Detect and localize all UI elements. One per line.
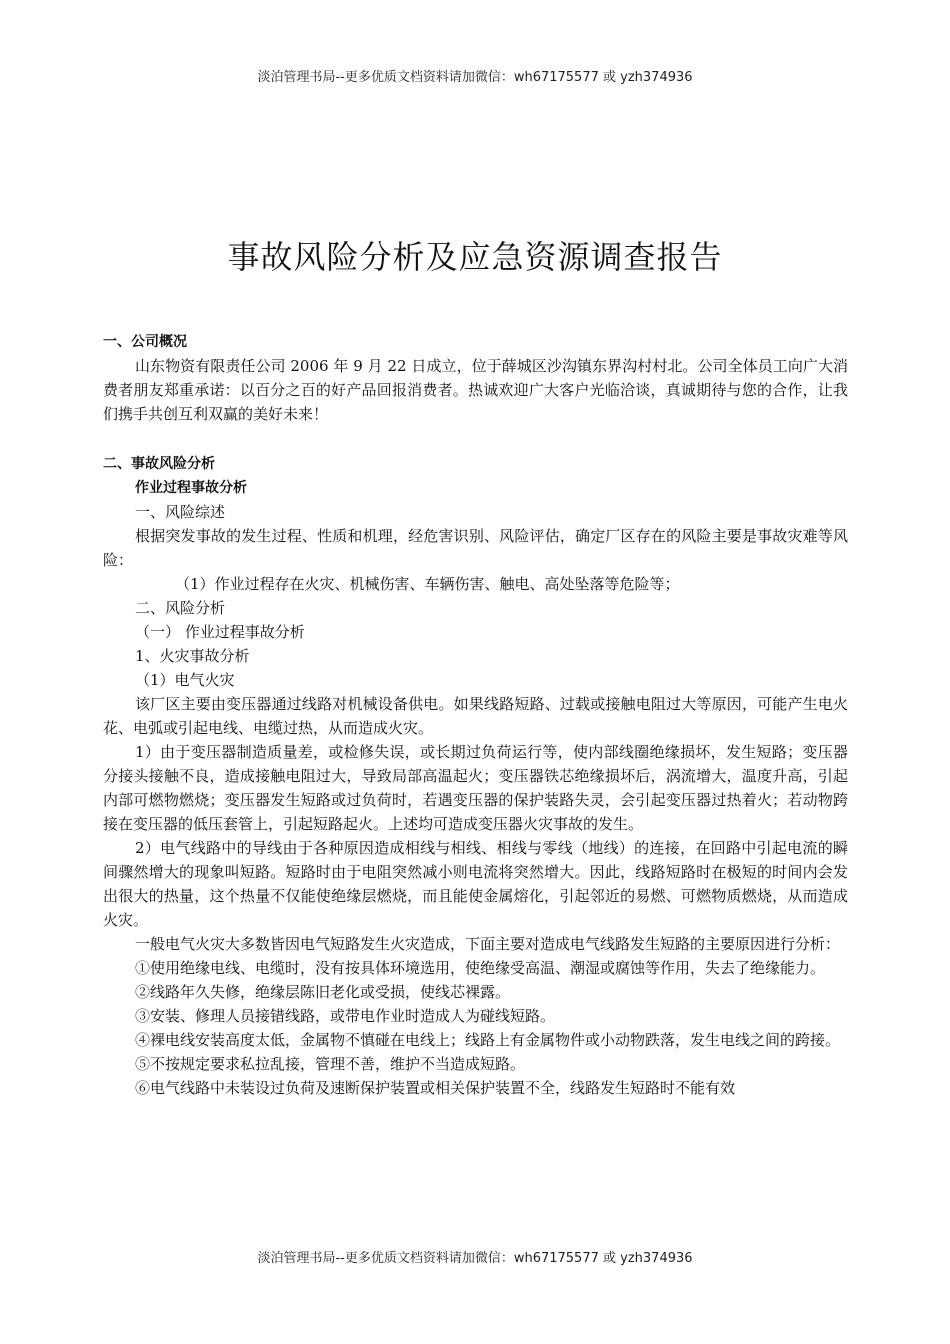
section-heading-overview: 一、公司概况 (103, 334, 187, 350)
document-body (103, 330, 848, 1100)
company-overview-paragraph: 山东物资有限责任公司 2006 年 9 月 22 日成立，位于薛城区沙沟镇东界沟村村北。公司全体员工向广大消费者朋友郑重承诺：以百分之百的好产品回报消费者。热诚欢迎广大客户光临洽谈，真诚期待与您的合作，让我们携手共创互利双赢的美好未来！ (103, 357, 848, 423)
cause-item: ④裸电线安装高度太低，金属物不慎碰在电线上；线路上有金属物件或小动物跌落，发生电线之间的跨接。 (135, 1031, 841, 1049)
cause-item: ③安装、修理人员接错线路，或带电作业时造成人为碰线短路。 (135, 1007, 556, 1025)
analysis-sub-label: （一） 作业过程事故分析 (135, 623, 305, 641)
cause-item: ②线路年久失修，绝缘层陈旧老化或受损，使线芯裸露。 (135, 983, 511, 1001)
paragraph-supply: 该厂区主要由变压器通过线路对机械设备供电。如果线路短路、过载或接触电阻过大等原因，可能产生电火花、电弧或引起电线、电缆过热，从而造成火灾。 (103, 695, 848, 737)
page-footer: 淡泊管理书局--更多优质文档资料请加微信：wh67175577 或 yzh374936 (257, 1251, 693, 1266)
cause-item: ⑥电气线路中未装设过负荷及速断保护装置或相关保护装置不全，线路发生短路时不能有效 (135, 1079, 736, 1097)
spacer (103, 426, 848, 452)
section-heading-risk: 二、事故风险分析 (103, 456, 215, 472)
risk-overview-label: 一、风险综述 (135, 503, 226, 521)
cause-item: ①使用绝缘电线、电缆时，没有按具体环境选用，使绝缘受高温、潮湿或腐蚀等作用，失去了绝缘能力。 (135, 959, 826, 977)
paragraph-transformer: 1）由于变压器制造质量差，或检修失误，或长期过负荷运行等，使内部线圈绝缘损坏，发生短路；变压器分接头接触不良，造成接触电阻过大，导致局部高温起火；变压器铁芯绝缘损坏后，涡流增大，温度升高，引起内部可燃物燃烧；变压器发生短路或过负荷时，若遇变压器的保护装路失灵，会引起变压器过热着火；若动物跨接在变压器的低压套管上，引起短路起火。上述均可造成变压器火灾事故的发生。 (103, 743, 848, 833)
page-header: 淡泊管理书局--更多优质文档资料请加微信：wh67175577 或 yzh374936 (257, 70, 693, 85)
document-title: 事故风险分析及应急资源调查报告 (227, 238, 723, 276)
electric-fire-label: （1）电气火灾 (135, 671, 235, 689)
paragraph-causes-intro: 一般电气火灾大多数皆因电气短路发生火灾造成，下面主要对造成电气线路发生短路的主要原因进行分析： (135, 935, 841, 953)
overview-item: （1）作业过程存在火灾、机械伤害、车辆伤害、触电、高处坠落等危险等； (175, 575, 680, 593)
overview-paragraph: 根据突发事故的发生过程、性质和机理，经危害识别、风险评估，确定厂区存在的风险主要是事故灾难等风险： (103, 527, 848, 569)
fire-analysis-label: 1、火灾事故分析 (135, 647, 250, 665)
cause-item: ⑤不按规定要求私拉乱接，管理不善，维护不当造成短路。 (135, 1055, 526, 1073)
risk-analysis-label: 二、风险分析 (135, 599, 226, 617)
subheading-process-accident: 作业过程事故分析 (135, 480, 247, 496)
paragraph-short-circuit: 2）电气线路中的导线由于各种原因造成相线与相线、相线与零线（地线）的连接，在回路中引起电流的瞬间骤然增大的现象叫短路。短路时由于电阻突然减小则电流将突然增大。因此，线路短路时在极短的时间内会发出很大的热量，这个热量不仅能使绝缘层燃烧，而且能使金属熔化，引起邻近的易燃、可燃物质燃烧，从而造成火灾。 (103, 839, 848, 929)
